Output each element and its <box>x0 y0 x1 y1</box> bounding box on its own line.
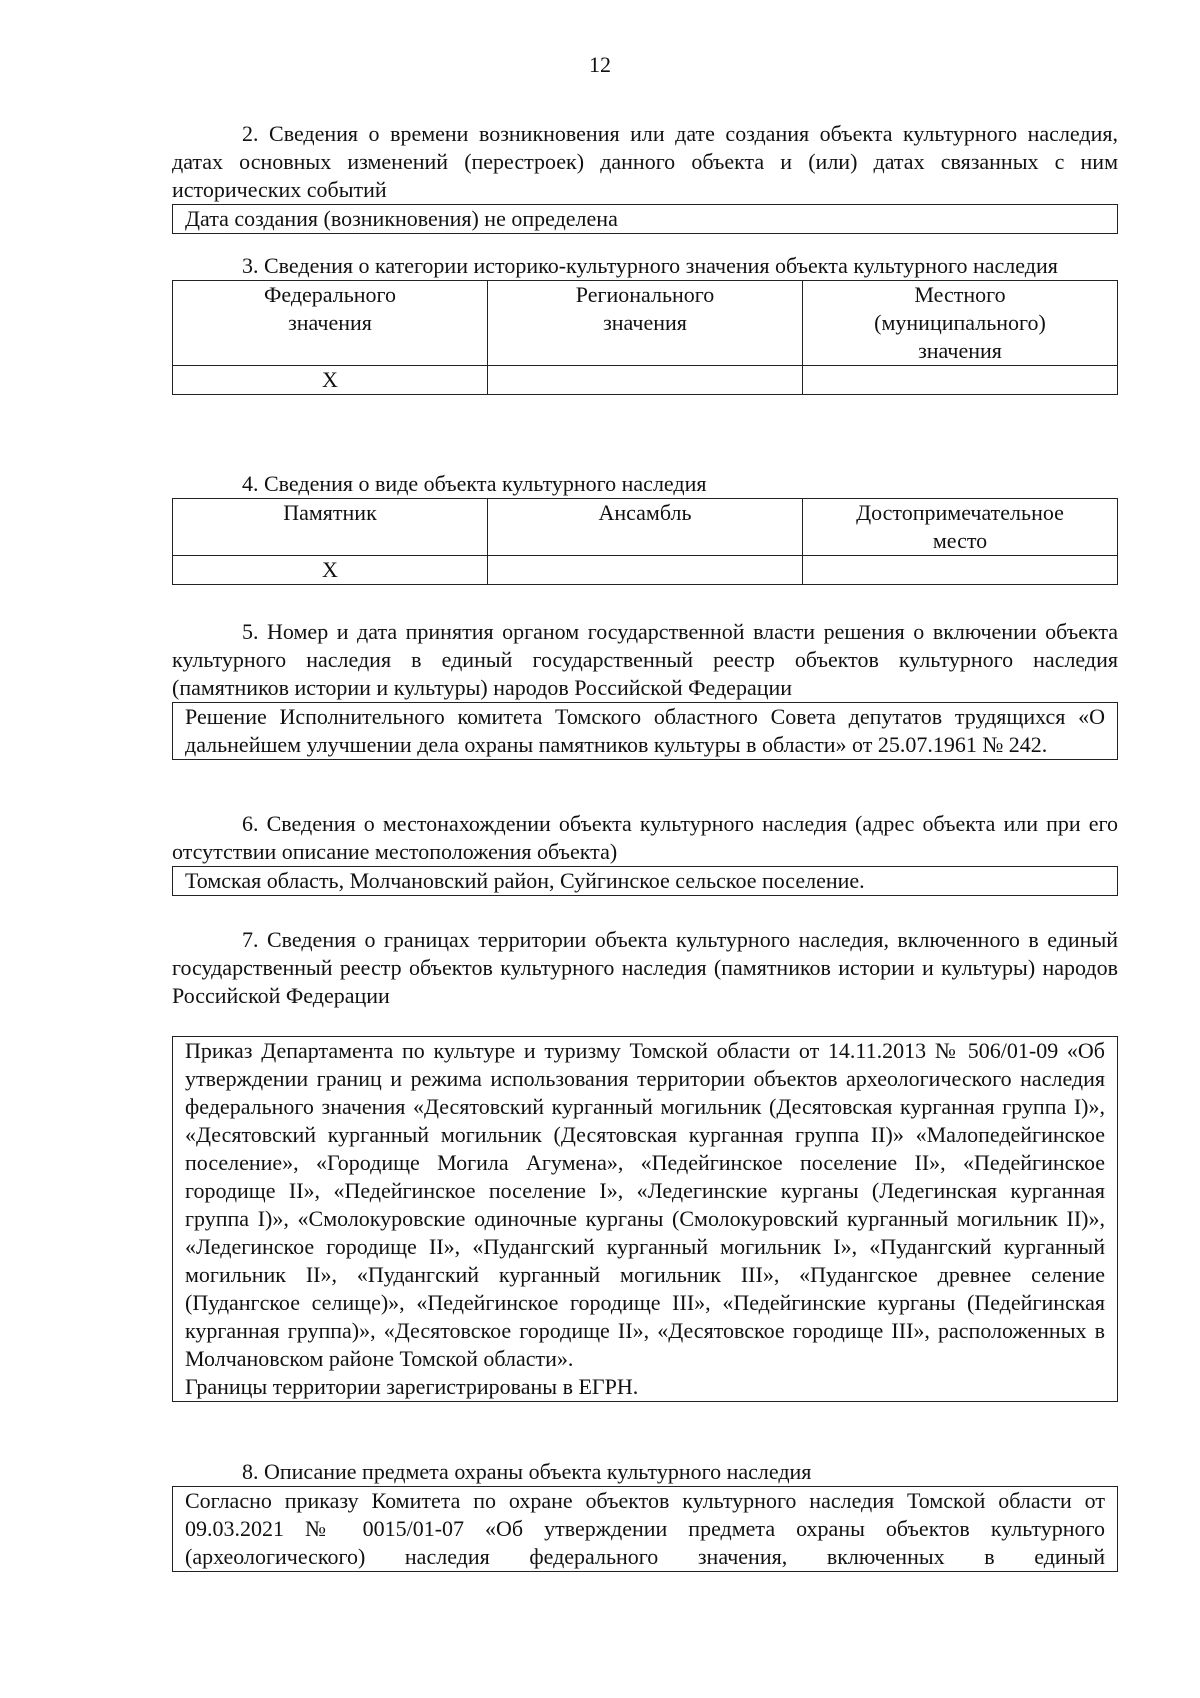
category-local-header: Местного (муниципального) значения <box>803 281 1118 366</box>
section-6-value: Томская область, Молчановский район, Суйгинское сельское поселение. <box>185 868 865 893</box>
section-8 <box>172 1458 1118 1572</box>
category-table <box>172 280 1118 395</box>
section-5-value: Решение Исполнительного комитета Томского областного Совета депутатов трудящихся «О дальнейшем улучшении дела охраны памятников культуры в области» от 25.07.1961 № 242. <box>185 704 1105 757</box>
section-8-value-box <box>172 1486 1118 1572</box>
section-8-heading: 8. Описание предмета охраны объекта культурного наследия <box>242 1459 812 1484</box>
section-7 <box>172 926 1118 1402</box>
category-federal-header: Федерального значения <box>173 281 488 366</box>
section-7-value: Приказ Департамента по культуре и туризму Томской области от 14.11.2013 № 506/01-09 «Об утверждении границ и режима использования территории объектов археологического наследия федерального значения «Десятовский курганный могильник (Десятовская курганная группа I)», «Десятовский курганный могильник (Десятовская курганная группа II)» «Малопедейгинское поселение», «Городище Могила Агумена», «Педейгинское поселение II», «Педейгинское городище II», «Педейгинское поселение I», «Ледегинские курганы (Ледегинская курганная группа I)», «Смолокуровские одиночные курганы (Смолокуровский курганный могильник II)», «Ледегинское городище II», «Пудангский курганный могильник I», «Пудангский курганный могильник II», «Пудангский курганный могильник III», «Пудангское древнее селение (Пудангское селище)», «Педейгинское городище III», «Педейгинские курганы (Педейгинская курганная группа)», «Десятовское городище II», «Десятовское городище III», расположенных в Молчановском районе Томской области». <box>185 1038 1105 1371</box>
type-monument-mark: Х <box>173 556 488 585</box>
category-local-mark <box>803 366 1118 395</box>
section-5 <box>172 618 1118 760</box>
section-8-value: Согласно приказу Комитета по охране объектов культурного наследия Томской области от 09.03.2021 № 0015/01-07 «Об утверждении предмета охраны объектов культурного (археологического) наследия федерального значения, включенных в единый <box>185 1488 1105 1569</box>
type-ensemble-header: Ансамбль <box>488 499 803 556</box>
type-monument-header: Памятник <box>173 499 488 556</box>
section-5-value-box <box>172 702 1118 760</box>
section-4 <box>172 470 1118 585</box>
section-7-value-box <box>172 1036 1118 1402</box>
category-federal-mark: Х <box>173 366 488 395</box>
section-7-heading: 7. Сведения о границах территории объекта культурного наследия, включенного в единый государственный реестр объектов культурного наследия (памятников истории и культуры) народов Российской Федерации <box>172 927 1118 1008</box>
section-6 <box>172 810 1118 896</box>
section-5-heading: 5. Номер и дата принятия органом государственной власти решения о включении объекта культурного наследия в единый государственный реестр объектов культурного наследия (памятников истории и культуры) народов Российской Федерации <box>172 619 1118 700</box>
section-7-note: Границы территории зарегистрированы в ЕГРН. <box>185 1374 639 1399</box>
section-2-value-box <box>172 204 1118 234</box>
category-regional-mark <box>488 366 803 395</box>
section-6-value-box <box>172 866 1118 896</box>
section-3-heading: 3. Сведения о категории историко-культурного значения объекта культурного наследия <box>242 253 1058 278</box>
type-landmark-header: Достопримечательное место <box>803 499 1118 556</box>
type-ensemble-mark <box>488 556 803 585</box>
type-table <box>172 498 1118 585</box>
category-regional-header: Регионального значения <box>488 281 803 366</box>
section-3 <box>172 252 1118 395</box>
section-6-heading: 6. Сведения о местонахождении объекта культурного наследия (адрес объекта или при его отсутствии описание местоположения объекта) <box>172 811 1118 864</box>
section-4-heading: 4. Сведения о виде объекта культурного наследия <box>242 471 707 496</box>
section-2-heading: 2. Сведения о времени возникновения или дате создания объекта культурного наследия, датах основных изменений (перестроек) данного объекта и (или) датах связанных с ним исторических событий <box>172 121 1118 202</box>
section-2 <box>172 120 1118 234</box>
page-number: 12 <box>589 52 611 77</box>
section-2-value: Дата создания (возникновения) не определена <box>185 206 618 231</box>
type-landmark-mark <box>803 556 1118 585</box>
